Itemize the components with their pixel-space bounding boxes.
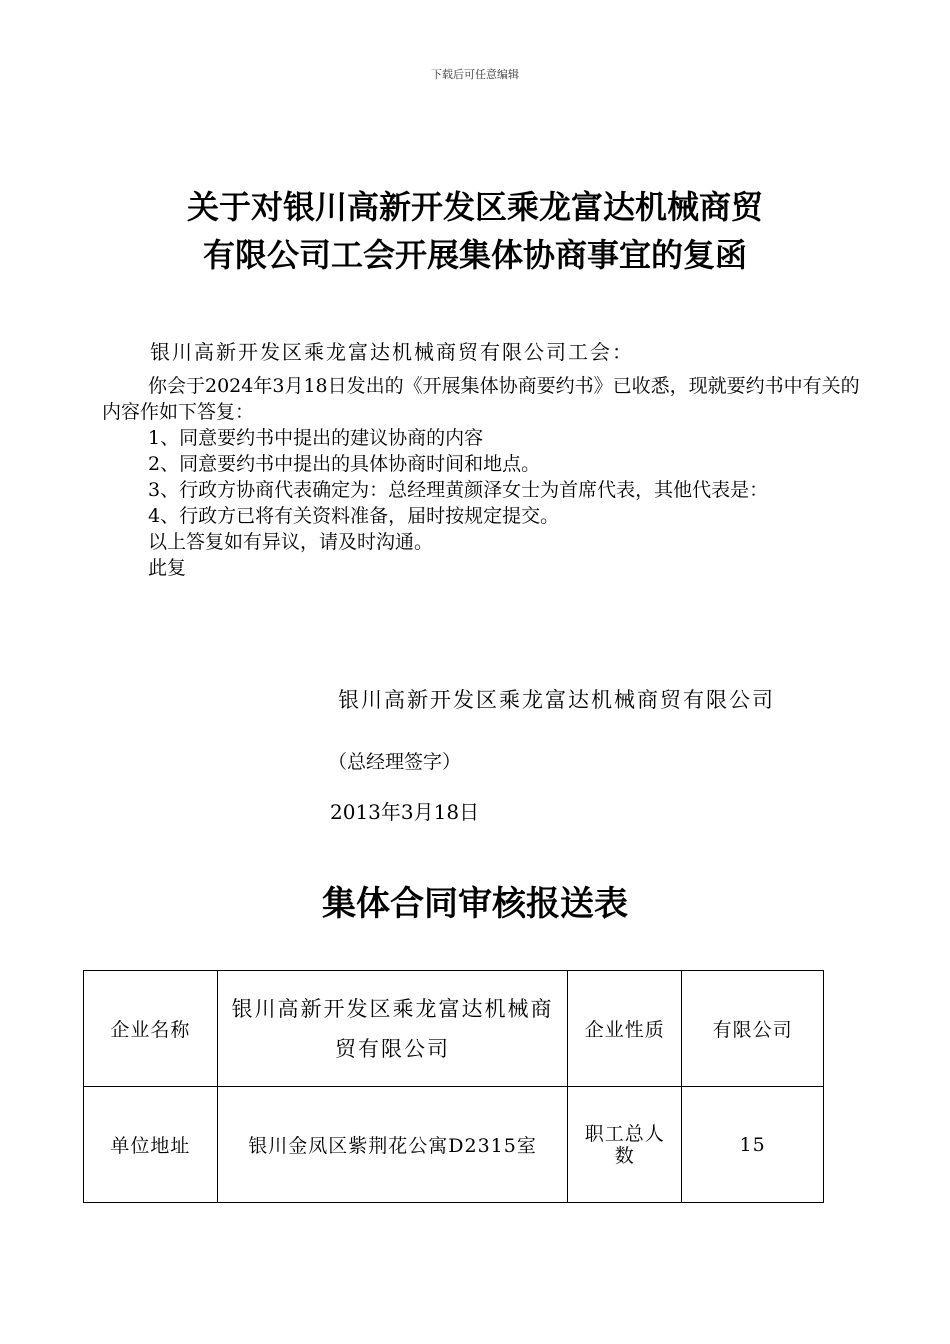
table-row: [84, 1087, 824, 1203]
table-cell-employee-count: 15: [682, 1087, 824, 1203]
table-cell-company-type: 有限公司: [682, 971, 824, 1087]
page-title-line-1: 关于对银川高新开发区乘龙富达机械商贸: [186, 188, 763, 226]
table-row: [84, 971, 824, 1087]
table-cell-company-name: 银川高新开发区乘龙富达机械商贸有限公司: [217, 971, 568, 1087]
body-sign-off: 此复: [148, 557, 187, 579]
letter-body: [102, 373, 862, 581]
table-cell-label: 职工总人数: [568, 1087, 682, 1203]
body-closing: 以上答复如有异议，请及时沟通。: [148, 531, 434, 553]
body-item-1: 1、同意要约书中提出的建议协商的内容: [148, 427, 484, 449]
body-item-2: 2、同意要约书中提出的具体协商时间和地点。: [148, 453, 541, 475]
report-table: [83, 970, 824, 1203]
header-note: 下载后可任意编辑: [431, 68, 519, 81]
table-cell-address: 银川金凤区紫荆花公寓D2315室: [217, 1087, 568, 1203]
page-title-line-2: 有限公司工会开展集体协商事宜的复函: [202, 236, 747, 274]
body-paragraph: 你会于2024年3月18日发出的《开展集体协商要约书》已收悉，现就要约书中有关的内容作如下答复：: [102, 375, 860, 423]
body-item-4: 4、行政方已将有关资料准备，届时按规定提交。: [148, 505, 560, 527]
signature-note: （总经理签字）: [328, 751, 462, 773]
signature-company: 银川高新开发区乘龙富达机械商贸有限公司: [338, 688, 775, 712]
table-cell-label: 企业性质: [568, 971, 682, 1087]
body-item-3: 3、行政方协商代表确定为：总经理黄颜泽女士为首席代表，其他代表是：: [148, 479, 769, 501]
signature-date: 2013年3月18日: [330, 800, 480, 824]
form-title: 集体合同审核报送表: [322, 884, 628, 924]
table-cell-label: 企业名称: [84, 971, 218, 1087]
table-cell-label: 单位地址: [84, 1087, 218, 1203]
salutation: 银川高新开发区乘龙富达机械商贸有限公司工会：: [150, 340, 634, 364]
